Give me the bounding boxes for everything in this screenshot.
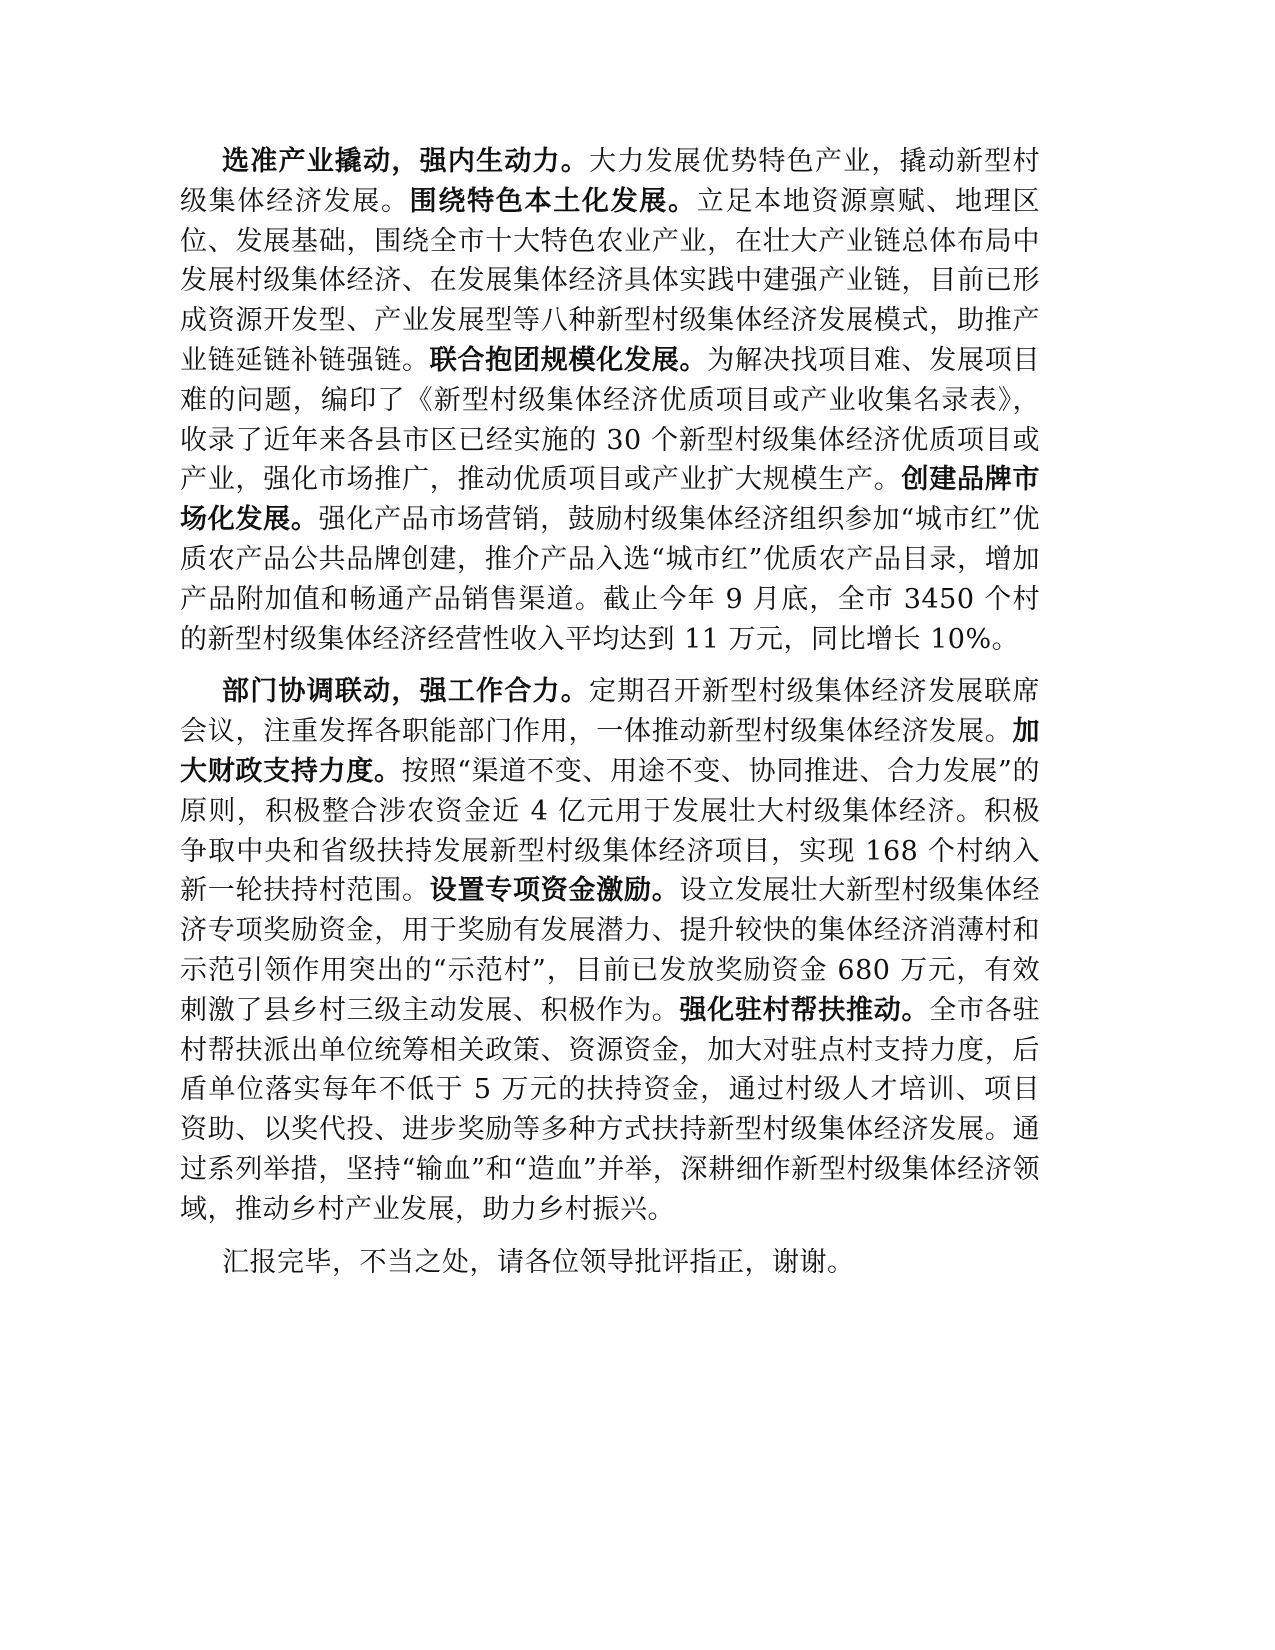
body-text: 按照“渠道不变、用途不变、协同推进、合力发展”的原则，积极整合涉农资金近 4 亿元用于发展壮大村级集体经济。积极争取中央和省级扶持发展新型村级集体经济项目，实现 168 个村纳入新一轮扶持村范围。 [180,755,1041,907]
section-heading: 选准产业撬动，强内生动力。 [222,146,590,177]
subheading: 创建品牌市场化发展。 [180,464,1040,536]
subheading: 设置专项资金激励。 [429,875,680,907]
document-body [180,142,1040,1282]
closing-text: 汇报完毕，不当之处，请各位领导批评指正，谢谢。 [222,1246,855,1278]
body-text: 全市各驻村帮扶派出单位统筹相关政策、资源资金，加大对驻点村支持力度，后盾单位落实每年不低于 5 万元的扶持资金，通过村级人才培训、项目资助、以奖代投、进步奖励等多种方式扶持新型村级集体经济发展。通过系列举措，坚持“输血”和“造血”并举，深耕细作新型村级集体经济领域，推动乡村产业发展，助力乡村振兴。 [180,994,1040,1225]
body-text: 设立发展壮大新型村级集体经济专项奖励资金，用于奖励有发展潜力、提升较快的集体经济消薄村和示范引领作用突出的“示范村”，目前已发放奖励资金 680 万元，有效刺激了县乡村三级主动发展、积极作为。 [180,875,1040,1026]
body-text: 定期召开新型村级集体经济发展联席会议，注重发挥各职能部门作用，一体推动新型村级集体经济发展。 [180,676,1041,748]
body-text: 强化产品市场营销，鼓励村级集体经济组织参加“城市红”优质农产品公共品牌创建，推介产品入选“城市红”优质农产品目录，增加产品附加值和畅通产品销售渠道。截止今年 9 月底，全市 3450 个村的新型村级集体经济经营性收入平均达到 11 万元，同比增长 10%。 [180,504,1040,655]
paragraph-industry [180,142,1040,659]
body-text: 立足本地资源禀赋、地理区位、发展基础，围绕全市十大特色农业产业，在壮大产业链总体布局中发展村级集体经济、在发展集体经济具体实践中建强产业链，目前已形成资源开发型、产业发展型等八种新型村级集体经济发展模式，助推产业链延链补链强链。 [180,185,1041,376]
subheading: 联合抱团规模化发展。 [429,344,708,376]
body-text: 为解决找项目难、发展项目难的问题，编印了《新型村级集体经济优质项目或产业收集名录表》，收录了近年来各县市区已经实施的 30 个新型村级集体经济优质项目或产业，强化市场推广，推动优质项目或产业扩大规模生产。 [180,344,1040,496]
subheading: 围绕特色本土化发展。 [409,185,697,217]
subheading: 强化驻村帮扶推动。 [679,994,930,1026]
section-heading: 部门协调联动，强工作合力。 [222,676,590,708]
subheading: 加大财政支持力度。 [180,716,1040,787]
paragraph-closing [180,1243,1040,1283]
paragraph-departments [180,672,1040,1229]
body-text: 大力发展优势特色产业，撬动新型村级集体经济发展。 [180,146,1041,217]
